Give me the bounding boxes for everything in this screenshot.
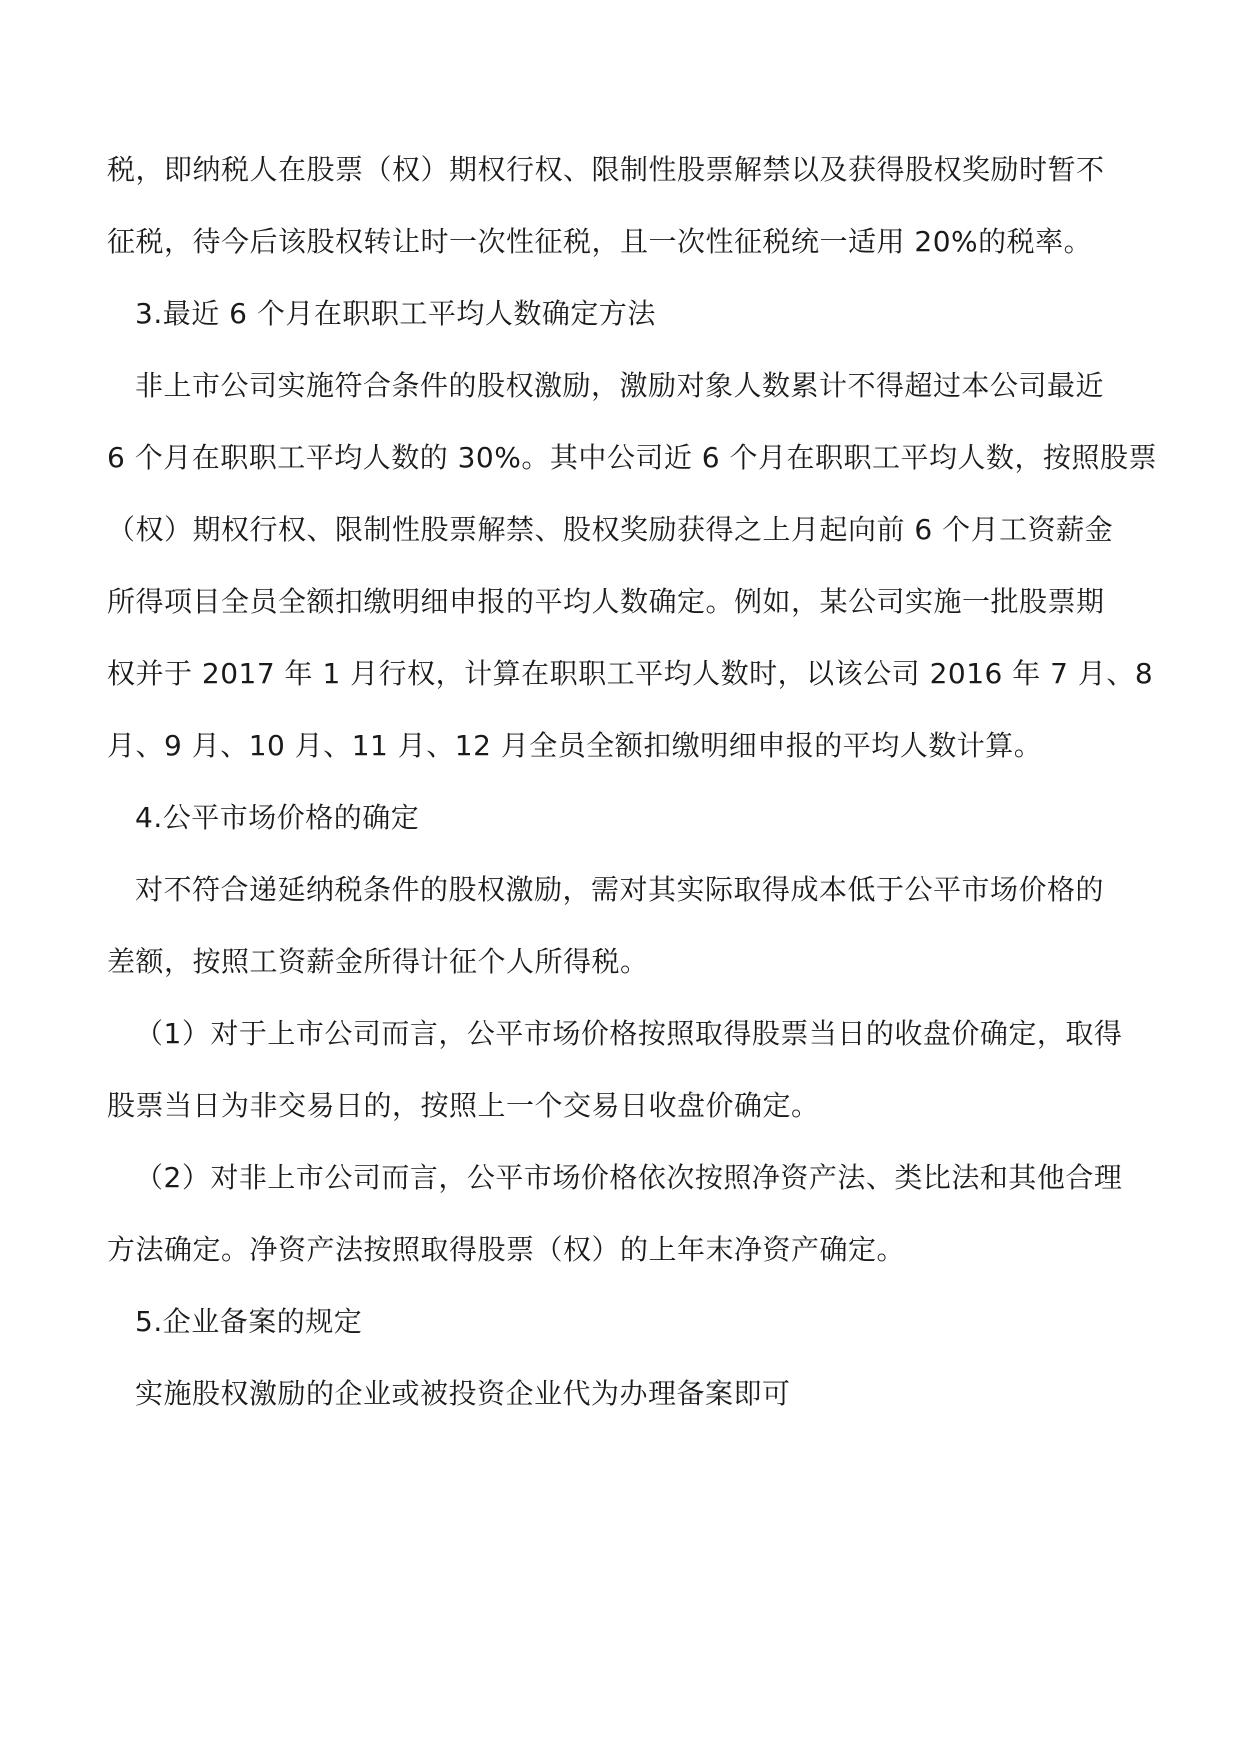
paragraph-line: 方法确定。净资产法按照取得股票（权）的上年末净资产确定。 <box>107 1233 906 1266</box>
paragraph-line: 股票当日为非交易日的，按照上一个交易日收盘价确定。 <box>107 1089 820 1122</box>
paragraph-line: 6 个月在职职工平均人数的 30%。其中公司近 6 个月在职职工平均人数，按照股票 <box>107 441 1157 474</box>
paragraph-line: 权并于 2017 年 1 月行权，计算在职职工平均人数时，以该公司 2016 年 7 月、8 <box>107 657 1154 690</box>
paragraph-line: （权）期权行权、限制性股票解禁、股权奖励获得之上月起向前 6 个月工资薪金 <box>107 513 1114 546</box>
paragraph-line: 月、9 月、10 月、11 月、12 月全员全额扣缴明细申报的平均人数计算。 <box>107 729 1043 762</box>
paragraph-line: 税，即纳税人在股票（权）期权行权、限制性股票解禁以及获得股权奖励时暂不 <box>107 153 1105 186</box>
paragraph-line: 差额，按照工资薪金所得计征个人所得税。 <box>107 945 649 978</box>
paragraph-line: 实施股权激励的企业或被投资企业代为办理备案即可 <box>135 1377 791 1410</box>
paragraph-line: 征税，待今后该股权转让时一次性征税，且一次性征税统一适用 20%的税率。 <box>107 225 1093 258</box>
paragraph-line: （2）对非上市公司而言，公平市场价格依次按照净资产法、类比法和其他合理 <box>135 1161 1123 1194</box>
paragraph-line: 对不符合递延纳税条件的股权激励，需对其实际取得成本低于公平市场价格的 <box>135 873 1105 906</box>
section-heading: 5.企业备案的规定 <box>135 1305 363 1338</box>
paragraph-line: （1）对于上市公司而言，公平市场价格按照取得股票当日的收盘价确定，取得 <box>135 1017 1123 1050</box>
paragraph-line: 非上市公司实施符合条件的股权激励，激励对象人数累计不得超过本公司最近 <box>135 369 1105 402</box>
section-heading: 4.公平市场价格的确定 <box>135 801 420 834</box>
section-heading: 3.最近 6 个月在职职工平均人数确定方法 <box>135 297 656 330</box>
paragraph-line: 所得项目全员全额扣缴明细申报的平均人数确定。例如，某公司实施一批股票期 <box>107 585 1105 618</box>
